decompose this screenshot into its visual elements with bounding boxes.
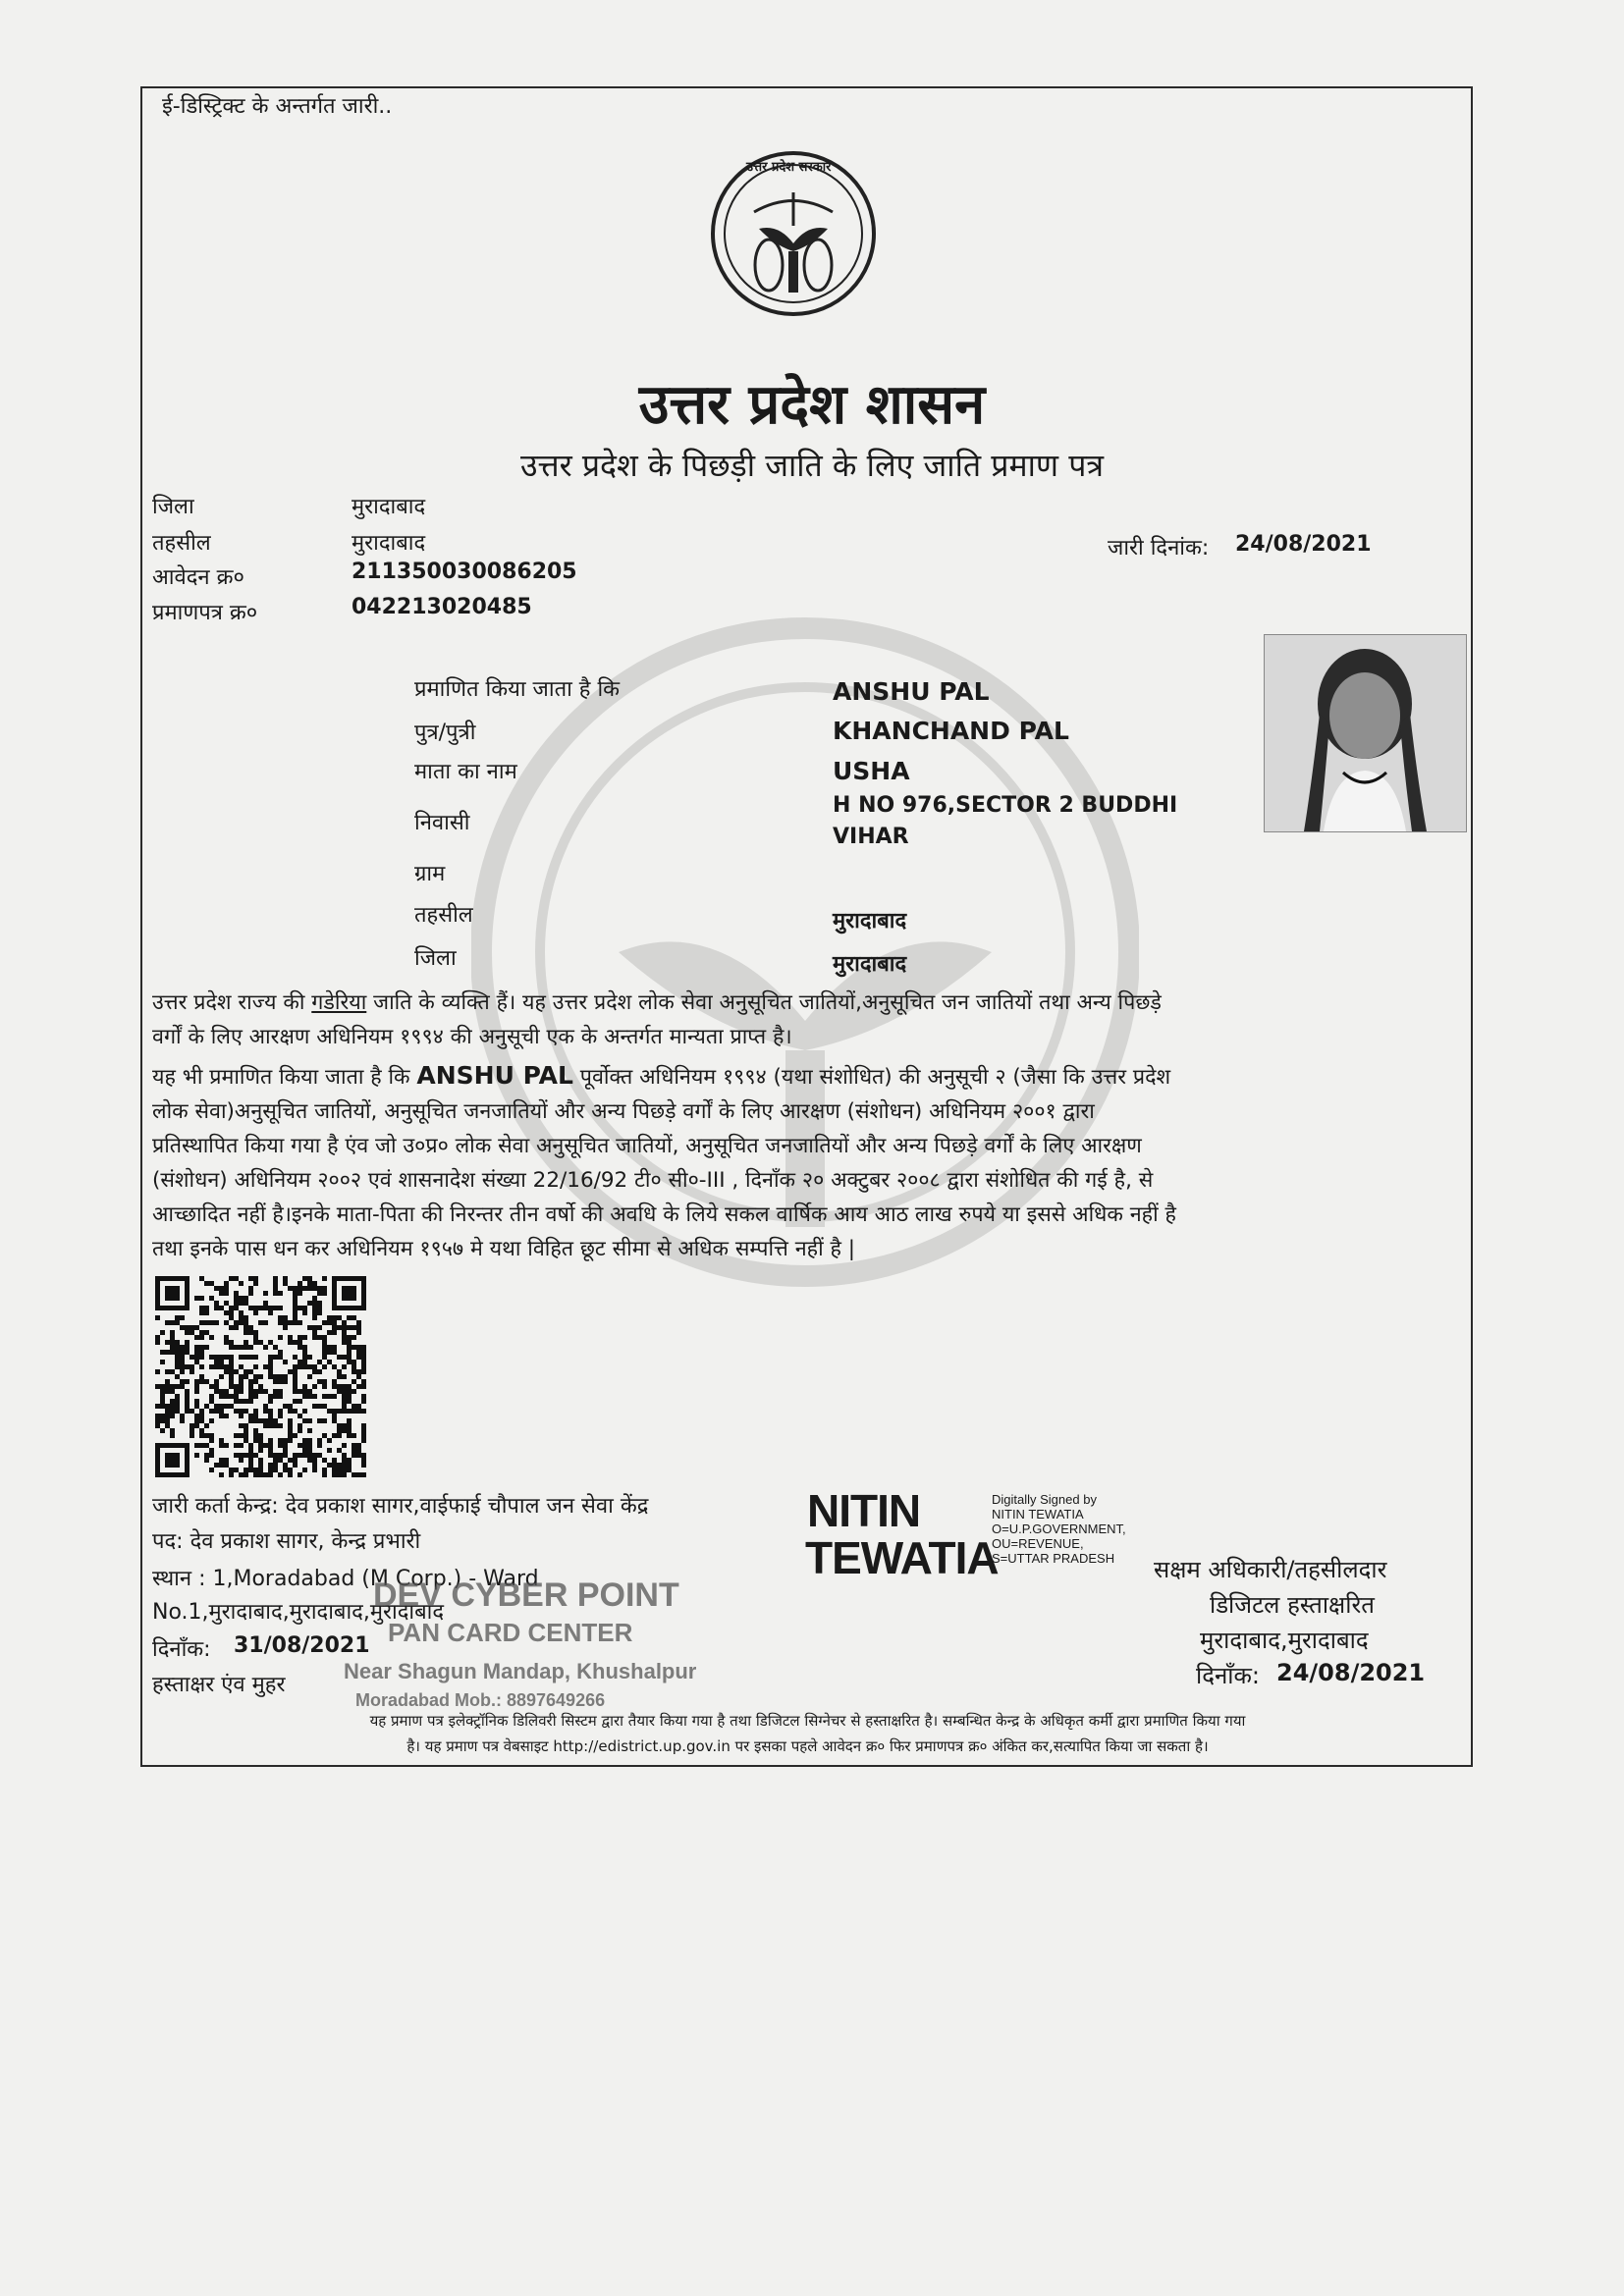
body-paragraph-1: उत्तर प्रदेश राज्य की गडेरिया जाति के व्यक्ति हैं। यह उत्तर प्रदेश लोक सेवा अनुसूचित जातियों,अनुसूचित जन जातियों तथा अन्य पिछड़े वर्गों के लिए आरक्षण अधिनियम १९९४ की अनुसूची एक के अन्तर्गत मान्यता प्राप्त है। <box>152 990 1162 1049</box>
page-title: उत्तर प्रदेश शासन <box>638 372 986 437</box>
applicant-photo <box>1264 634 1467 832</box>
applicant-name: ANSHU PAL <box>833 677 990 706</box>
issuer-date: 31/08/2021 <box>234 1633 370 1658</box>
emblem-text: उत्तर प्रदेश सरकार <box>746 160 832 175</box>
issuer-designation: पद: देव प्रकाश सागर, केन्द्र प्रभारी <box>152 1529 421 1554</box>
district-label: जिला <box>152 495 194 519</box>
stamp-line3: Near Shagun Mandap, Khushalpur <box>344 1659 697 1683</box>
tehsil-label: तहसील <box>152 531 211 556</box>
issue-date-label: जारी दिनांक: <box>1108 536 1210 561</box>
qr-code <box>155 1276 366 1477</box>
details-tehsil-label: तहसील <box>414 903 473 928</box>
certificate-label: प्रमाणपत्र क्र० <box>152 601 258 625</box>
authority-date: 24/08/2021 <box>1276 1659 1426 1686</box>
digital-signature-details: Digitally Signed by NITIN TEWATIA O=U.P.GOVERNMENT, OU=REVENUE, S=UTTAR PRADESH <box>992 1492 1126 1566</box>
parent-label: पुत्र/पुत्री <box>414 721 476 745</box>
stamp-line4: Moradabad Mob.: 8897649266 <box>355 1690 606 1710</box>
resident-address-line1: H NO 976,SECTOR 2 BUDDHI <box>833 793 1178 818</box>
applicant-name-inline: ANSHU PAL <box>416 1061 573 1090</box>
details-tehsil-value: मुरादाबाद <box>833 909 907 934</box>
stamp-line1: DEV CYBER POINT <box>373 1576 679 1614</box>
signer-name-line2: TEWATIA <box>805 1532 999 1583</box>
sign-and-seal-label: हस्ताक्षर एंव मुहर <box>152 1673 286 1697</box>
details-district-value: मुरादाबाद <box>833 952 907 977</box>
resident-address-line2: VIHAR <box>833 825 909 849</box>
mother-label: माता का नाम <box>414 760 517 784</box>
stamp-line2: PAN CARD CENTER <box>388 1618 633 1647</box>
body-paragraph-2: यह भी प्रमाणित किया जाता है कि ANSHU PAL पूर्वोक्त अधिनियम १९९४ (यथा संशोधित) की अनुसूची २ (जैसा कि उत्तर प्रदेश लोक सेवा)अनुसूचित जातियों, अनुसूचित जनजातियों और अन्य पिछड़े वर्गों के लिए आरक्षण (संशोधन) अधिनियम २००१ द्वारा प्रतिस्थापित किया गया है एंव जो उ०प्र० लोक सेवा अनुसूचित जातियों, अनुसूचित जनजातियों और अन्य पिछड़े वर्गों के लिए आरक्षण (संशोधन) अधिनियम २००२ एवं शासनादेश संख्या 22/16/92 टी० सी०-III , दिनाँक २० अक्टुबर २००८ द्वारा संशोधित की गई है, से आच्छादित नहीं है।इनके माता-पिता की निरन्तर तीन वर्षो की अवधि के लिये सकल वार्षिक आय आठ लाख रुपये या इससे अधिक नहीं है तथा इनके पास धन कर अधिनियम १९५७ मे यथा विहित छूट सीमा से अधिक सम्पत्ति नहीं है | <box>152 1061 1176 1261</box>
issuer-date-label: दिनाँक: <box>152 1637 211 1662</box>
authority-title: सक्षम अधिकारी/तहसीलदार <box>1154 1556 1387 1583</box>
certificate-number: 042213020485 <box>352 595 532 619</box>
signer-name-line1: NITIN <box>807 1485 921 1536</box>
tehsil-value: मुरादाबाद <box>352 531 426 556</box>
parent-name: KHANCHAND PAL <box>833 717 1069 745</box>
authority-place: मुरादाबाद,मुरादाबाद <box>1200 1627 1369 1654</box>
issuer-place-line2: No.1,मुरादाबाद,मुरादाबाद,मुरादाबाद <box>152 1600 445 1625</box>
authority-date-label: दिनाँक: <box>1196 1662 1261 1689</box>
authority-digital: डिजिटल हस्ताक्षरित <box>1210 1591 1375 1619</box>
page-subtitle: उत्तर प्रदेश के पिछड़ी जाति के लिए जाति प्रमाण पत्र <box>519 447 1105 484</box>
resident-label: निवासी <box>414 811 470 835</box>
details-district-label: जिला <box>414 946 457 971</box>
mother-name: USHA <box>833 757 910 785</box>
caste-name: गडेरिया <box>311 990 367 1015</box>
village-label: ग्राम <box>414 862 446 886</box>
application-number: 21135003008620​5 <box>352 560 577 584</box>
issue-date: 24/08/2021 <box>1235 532 1372 557</box>
footer-note: यह प्रमाण पत्र इलेक्ट्रॉनिक डिलिवरी सिस्टम द्वारा तैयार किया गया है तथा डिजिटल सिग्नेचर से हस्ताक्षरित है। सम्बन्धित केन्द्र के अधिकृत कर्मी द्वारा प्रमाणित किया गया है। यह प्रमाण पत्र वेबसाइट http://edistrict.up.gov.in पर इसका पहले आवेदन क्र० फिर प्रमाणपत्र क्र० अंकित कर,सत्यापित किया जा सकता है। <box>369 1712 1246 1755</box>
issuing-centre: जारी कर्ता केन्द्र: देव प्रकाश सागर,वाईफाई चौपाल जन सेवा केंद्र <box>152 1494 649 1519</box>
certified-label: प्रमाणित किया जाता है कि <box>414 677 621 702</box>
header-note: ई-डिस्ट्रिक्ट के अन्तर्गत जारी.. <box>162 94 393 119</box>
issuer-place-line1: स्थान : 1,Moradabad (M Corp.) - Ward <box>152 1567 539 1591</box>
application-label: आवेदन क्र० <box>152 565 244 590</box>
district-value: मुरादाबाद <box>352 495 426 519</box>
